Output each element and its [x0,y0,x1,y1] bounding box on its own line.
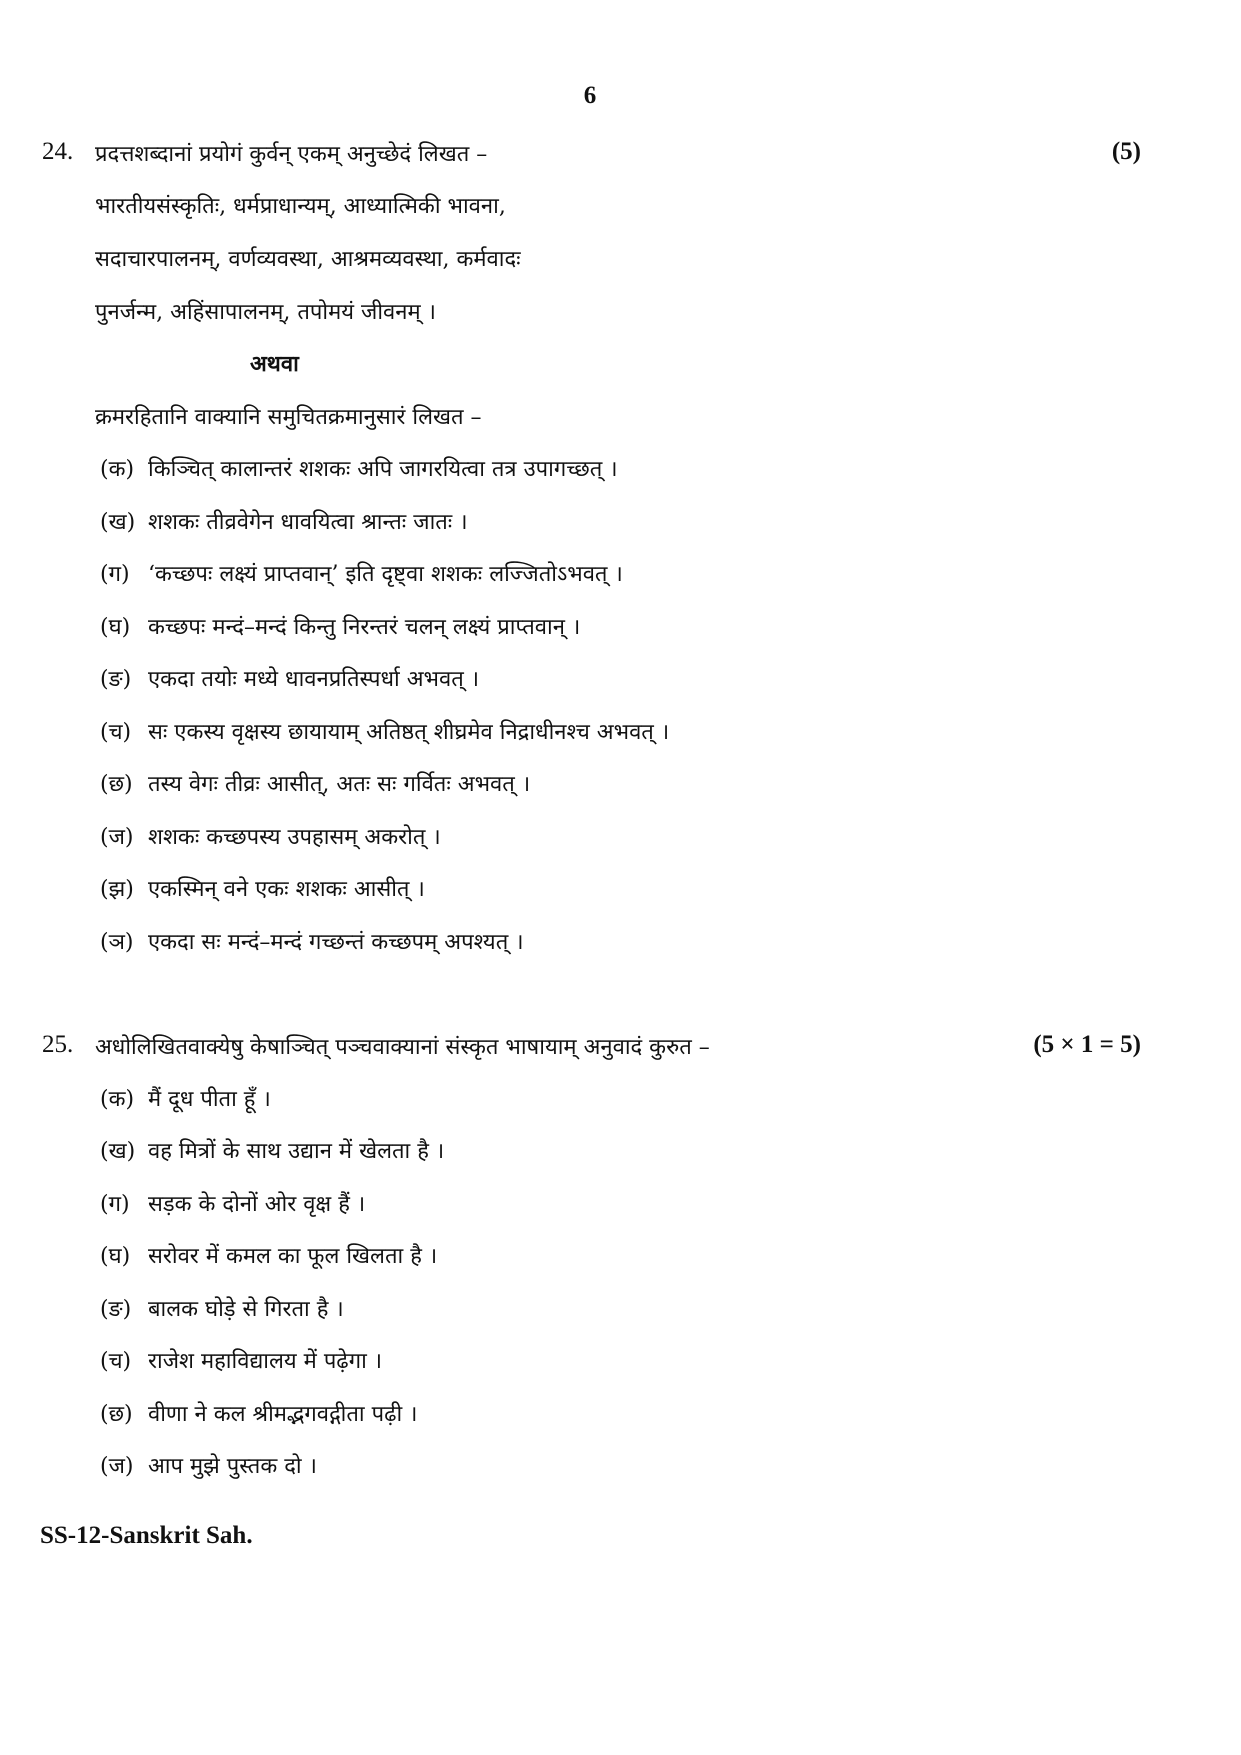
q24-option [100,453,618,483]
or-label: अथवा [250,351,299,377]
q25-option [100,1240,437,1270]
q24-option [100,716,669,746]
q24-option [100,663,479,693]
option-label: (च) [100,720,132,745]
option-label: (घ) [100,1244,131,1269]
q24-word-line: पुनर्जन्म, अहिंसापालनम्, तपोमयं जीवनम् । [95,300,436,325]
option-label: (ज) [100,825,134,850]
option-label: (ञ) [100,930,134,955]
q24-word-line: भारतीयसंस्कृतिः, धर्मप्राधान्यम्, आध्यात्मिकी भावना, [95,194,506,219]
option-text: एकस्मिन् वने एकः शशकः आसीत् । [148,877,425,902]
q25-option [100,1135,444,1165]
q25-marks: (5 × 1 = 5) [1033,1031,1141,1058]
footer-code: SS-12-Sanskrit Sah. [40,1522,253,1549]
option-text: किञ्चित् कालान्तरं शशकः अपि जागरयित्वा तत्र उपागच्छत् । [148,457,618,482]
option-label: (झ) [100,877,134,902]
page-number: 6 [583,82,597,109]
option-text: एकदा तयोः मध्ये धावनप्रतिस्पर्धा अभवत् । [148,667,480,692]
q25-prompt: अधोलिखितवाक्येषु केषाञ्चित् पञ्चवाक्यानां संस्कृत भाषायाम् अनुवादं कुरुत – [95,1035,710,1060]
option-text: शशकः कच्छपस्य उपहासम् अकरोत् । [148,825,441,850]
option-text: बालक घोड़े से गिरता है । [148,1297,344,1322]
option-text: सरोवर में कमल का फूल खिलता है । [148,1244,438,1269]
option-text: कच्छपः मन्दं–मन्दं किन्तु निरन्तरं चलन् लक्ष्यं प्राप्तवान् । [148,615,581,640]
option-label: (क) [100,1087,135,1112]
option-label: (च) [100,1349,132,1374]
q25-option [100,1188,365,1218]
option-label: (ङ) [100,1297,132,1322]
q25-option [100,1450,317,1480]
q24-marks: (5) [1111,138,1141,165]
option-text: शशकः तीव्रवेगेन धावयित्वा श्रान्तः जातः । [148,510,468,535]
option-text: वह मित्रों के साथ उद्यान में खेलता है । [148,1139,445,1164]
option-label: (छ) [100,772,133,797]
q24-option [100,873,425,903]
option-text: तस्य वेगः तीव्रः आसीत्, अतः सः गर्वितः अभवत् । [148,772,531,797]
option-label: (ख) [100,510,136,535]
option-text: आप मुझे पुस्तक दो । [148,1454,317,1479]
q24-prompt: प्रदत्तशब्दानां प्रयोगं कुर्वन् एकम् अनुच्छेदं लिखत – [95,142,488,167]
option-label: (ज) [100,1454,134,1479]
q24-option [100,611,580,641]
q24-option [100,926,524,956]
option-label: (ङ) [100,667,132,692]
option-label: (छ) [100,1402,133,1427]
q24-number: 24. [42,138,74,165]
q25-option [100,1293,344,1323]
q24-option [100,821,441,851]
q24-word-line: सदाचारपालनम्, वर्णव्यवस्था, आश्रमव्यवस्था, कर्मवादः [95,247,521,272]
option-text: मैं दूध पीता हूँ । [148,1087,271,1112]
option-label: (ग) [100,562,130,587]
option-text: सः एकस्य वृक्षस्य छायायाम् अतिष्ठत् शीघ्रमेव निद्राधीनश्च अभवत् । [148,720,670,745]
q24-option [100,768,530,798]
option-text: एकदा सः मन्दं–मन्दं गच्छन्तं कच्छपम् अपश्यत् । [148,930,524,955]
q24-alt-prompt: क्रमरहितानि वाक्यानि समुचितक्रमानुसारं लिखत – [95,405,482,430]
q24-option [100,558,623,588]
q24-option [100,506,468,536]
option-text: राजेश महाविद्यालय में पढ़ेगा । [148,1349,383,1374]
q25-option [100,1398,418,1428]
option-text: सड़क के दोनों ओर वृक्ष हैं । [148,1192,366,1217]
option-label: (ख) [100,1139,136,1164]
option-text: ‘कच्छपः लक्ष्यं प्राप्तवान्’ इति दृष्ट्वा शशकः लज्जितोऽभवत् । [148,562,623,587]
q25-option [100,1345,382,1375]
option-label: (घ) [100,615,131,640]
q25-option [100,1083,271,1113]
option-label: (ग) [100,1192,130,1217]
q25-number: 25. [42,1031,74,1058]
option-label: (क) [100,457,135,482]
option-text: वीणा ने कल श्रीमद्भगवद्गीता पढ़ी । [148,1402,418,1427]
